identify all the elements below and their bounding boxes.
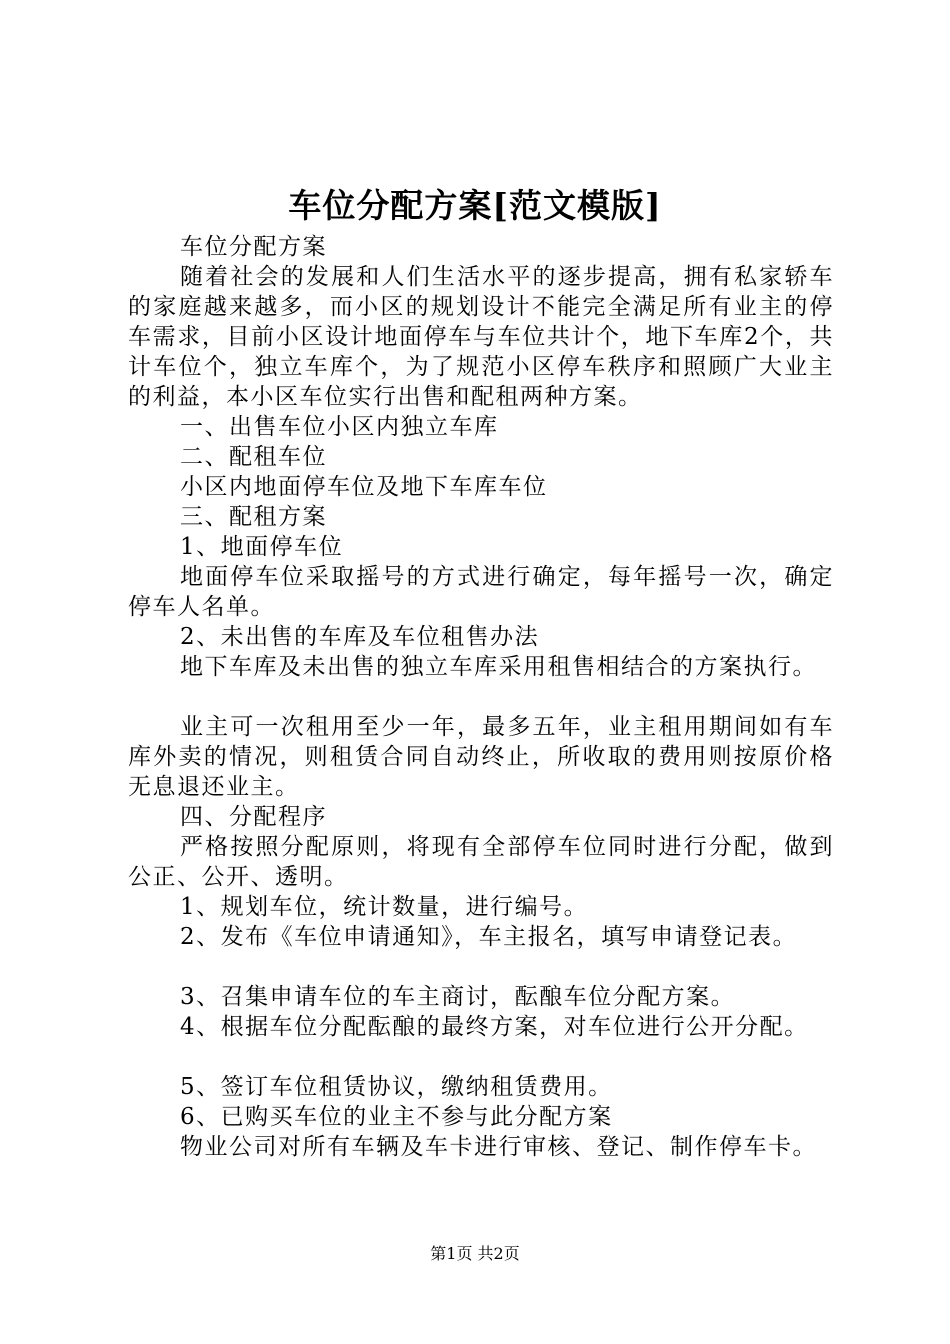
step-six: 6、已购买车位的业主不参与此分配方案: [180, 1104, 613, 1130]
paragraph-allocation-principle: 严格按照分配原则，将现有全部停车位同时进行分配，做到公正、公开、透明。: [128, 834, 834, 890]
paragraph-underground-garage: 地下车库及未出售的独立车库采用租售相结合的方案执行。: [180, 654, 817, 680]
paragraph-lottery: 地面停车位采取摇号的方式进行确定，每年摇号一次，确定停车人名单。: [128, 564, 834, 620]
document-title: 车位分配方案[范文模版]: [288, 186, 662, 225]
document-body: [128, 232, 834, 1162]
paragraph-spacer: [128, 952, 834, 982]
step-five: 5、签订车位租赁协议，缴纳租赁费用。: [180, 1074, 613, 1100]
paragraph-spacer: [128, 1042, 834, 1072]
paragraph-lease-terms: 业主可一次租用至少一年，最多五年，业主租用期间如有车库外卖的情况，则租赁合同自动终止，所收取的费用则按原价格无息退还业主。: [128, 714, 834, 800]
paragraph-intro: 随着社会的发展和人们生活水平的逐步提高，拥有私家轿车的家庭越来越多，而小区的规划设计不能完全满足所有业主的停车需求，目前小区设计地面停车与车位共计个，地下车库2个，共计车位个，独立车库个，为了规范小区停车秩序和照顾广大业主的利益，本小区车位实行出售和配租两种方案。: [128, 264, 834, 410]
paragraph-heading: 车位分配方案: [180, 234, 327, 260]
paragraph-spacer: [128, 682, 834, 712]
section-one-heading: 一、出售车位小区内独立车库: [180, 414, 499, 440]
item-ground-parking: 1、地面停车位: [180, 534, 344, 560]
section-three-heading: 三、配租方案: [180, 504, 327, 530]
item-unsold-garages: 2、未出售的车库及车位租售办法: [180, 624, 540, 650]
section-four-heading: 四、分配程序: [180, 804, 327, 830]
section-two-heading: 二、配租车位: [180, 444, 327, 470]
step-four: 4、根据车位分配酝酿的最终方案，对车位进行公开分配。: [180, 1014, 809, 1040]
step-one: 1、规划车位，统计数量，进行编号。: [180, 894, 589, 920]
paragraph-property-management: 物业公司对所有车辆及车卡进行审核、登记、制作停车卡。: [180, 1134, 817, 1160]
paragraph-rental-spaces: 小区内地面停车位及地下车库车位: [180, 474, 548, 500]
step-two: 2、发布《车位申请通知》，车主报名，填写申请登记表。: [180, 924, 798, 950]
step-three: 3、召集申请车位的车主商讨，酝酿车位分配方案。: [180, 984, 736, 1010]
page-number: 第1页 共2页: [430, 1244, 520, 1263]
